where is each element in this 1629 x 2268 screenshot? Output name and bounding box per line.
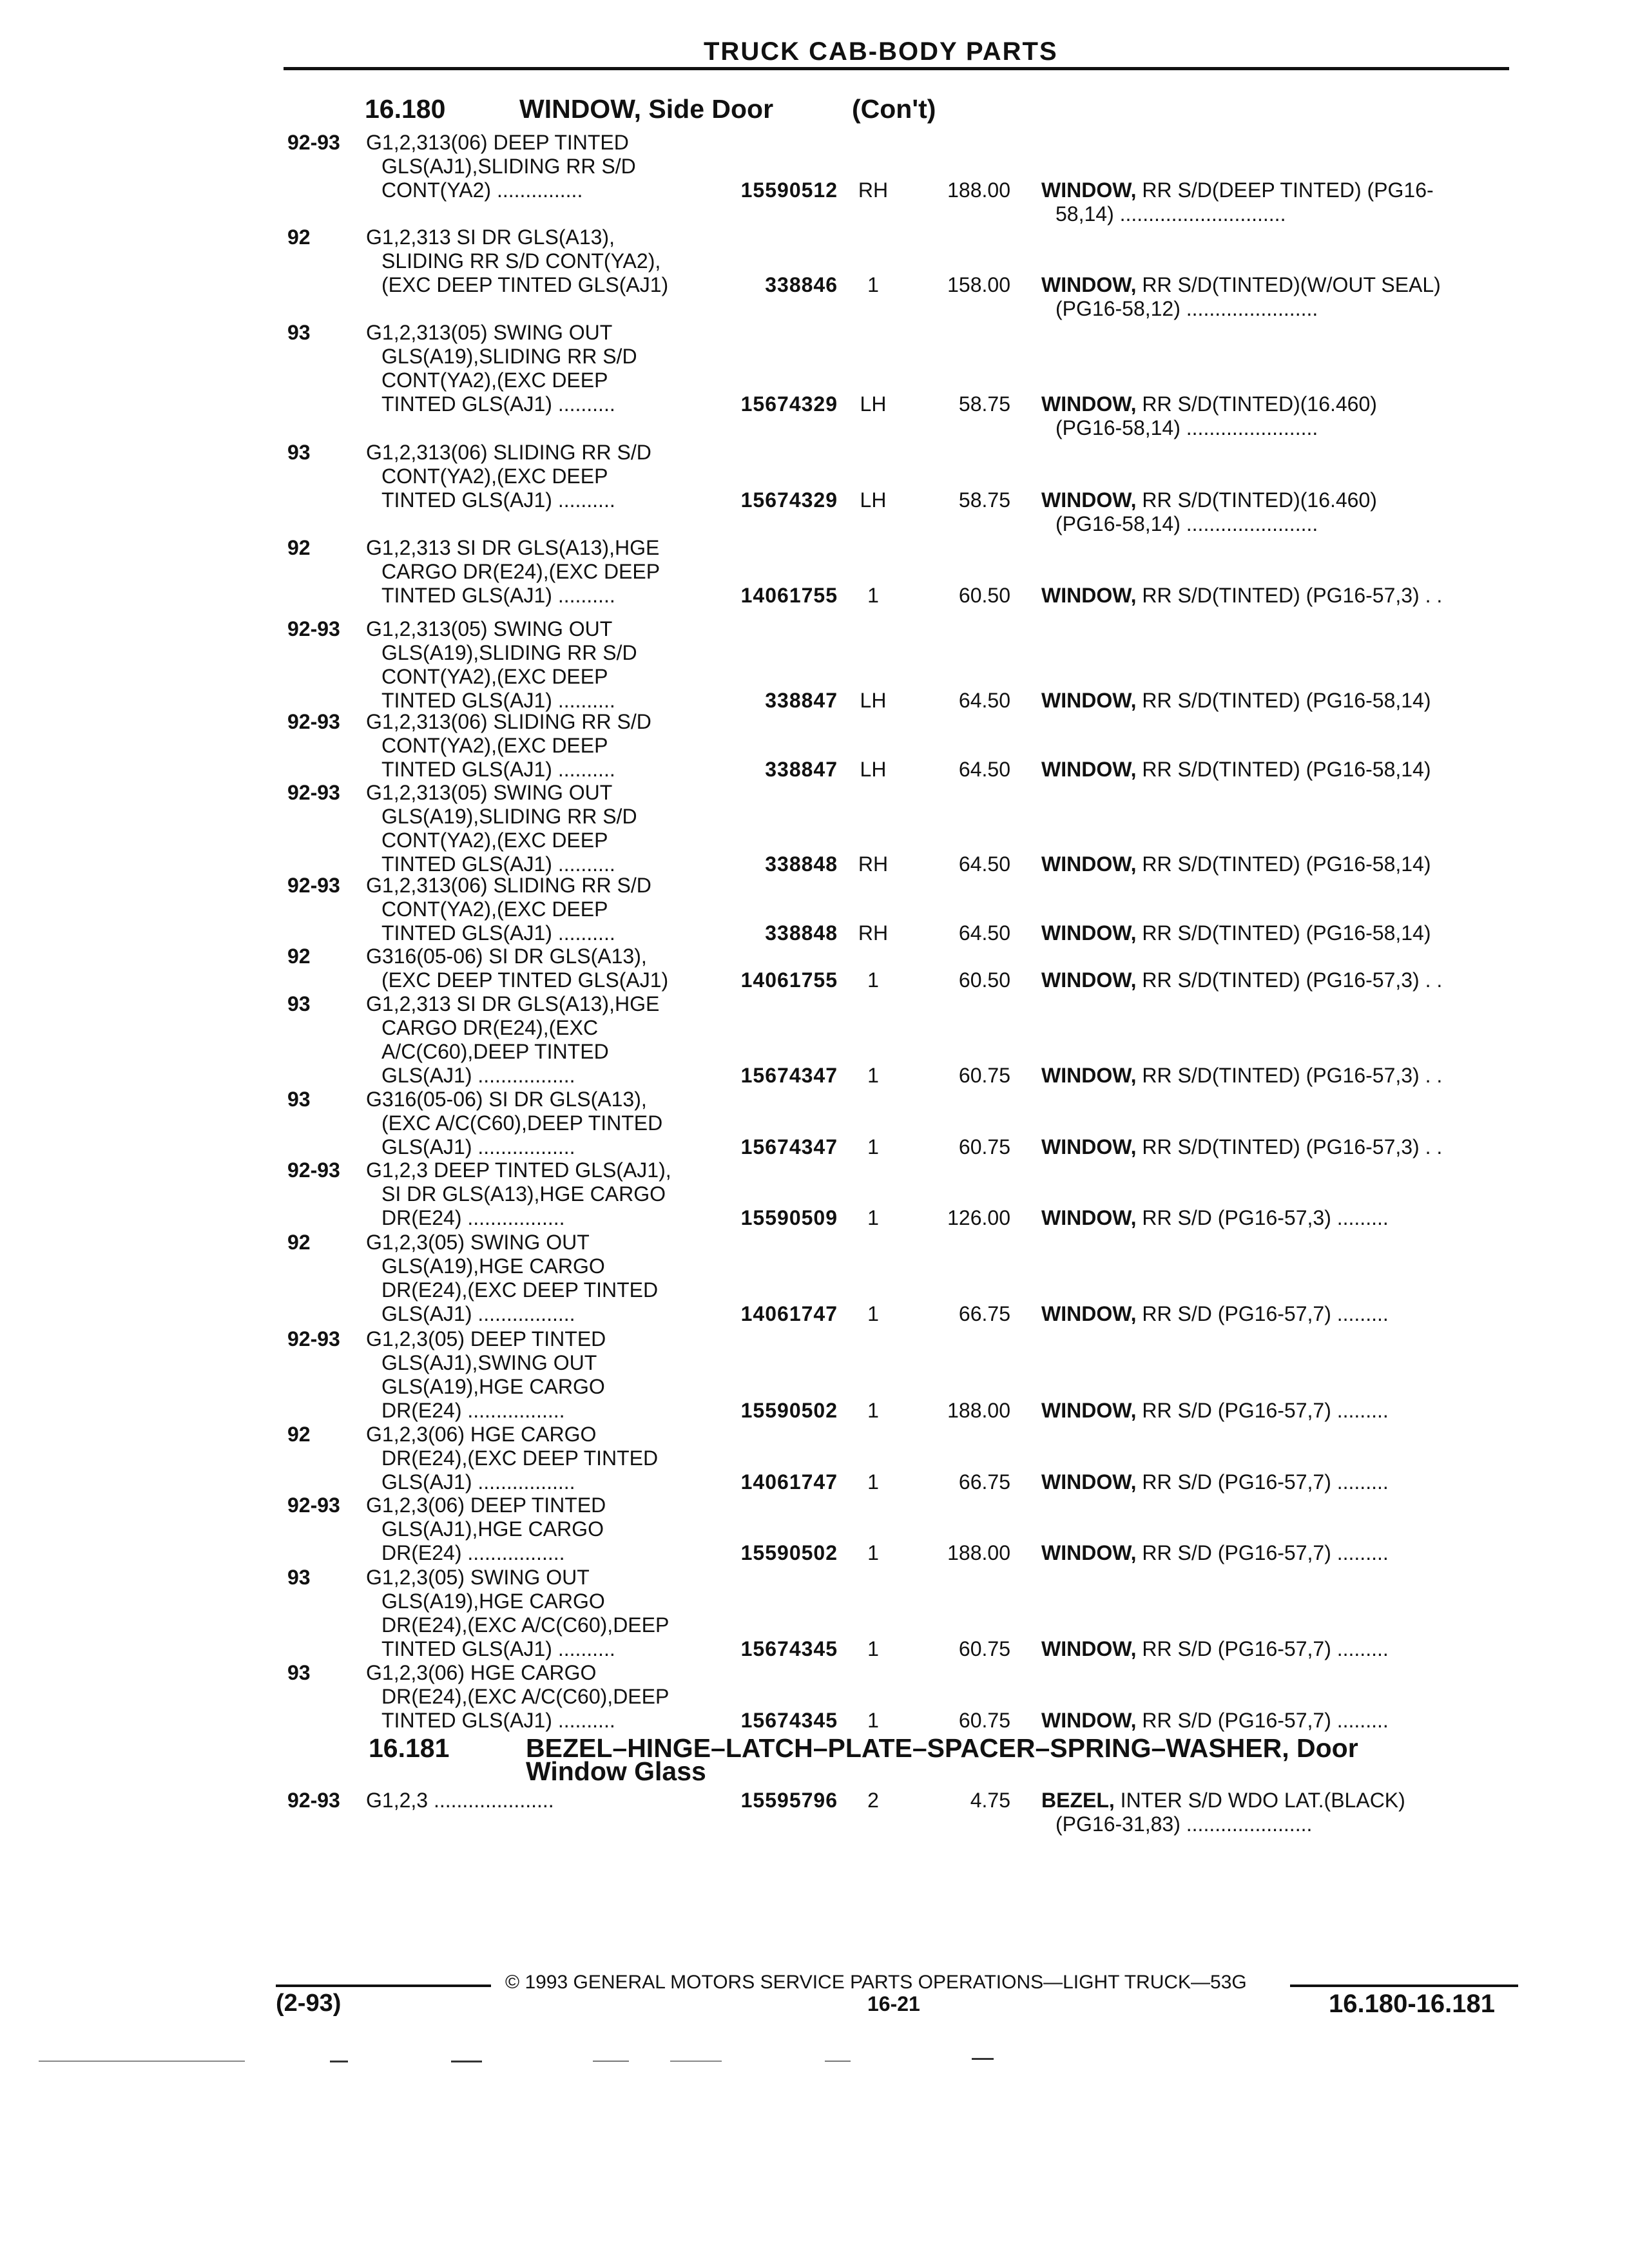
part-detail: RR S/D(TINTED) (PG16-57,3) . .: [1136, 968, 1443, 992]
model-year: 92-93: [287, 781, 340, 804]
application-line: TINTED GLS(AJ1) ..........: [381, 1637, 615, 1660]
footer-rule: [276, 1984, 491, 1987]
application-line: G1,2,3(05) DEEP TINTED: [366, 1327, 606, 1350]
application-line: A/C(C60),DEEP TINTED: [381, 1040, 609, 1063]
price: 58.75: [958, 392, 1010, 416]
part-number: 15590502: [740, 1541, 838, 1564]
part-name: WINDOW,: [1041, 1399, 1137, 1422]
model-year: 92: [287, 1231, 311, 1254]
part-name: WINDOW,: [1041, 273, 1137, 296]
application-line: GLS(A19),SLIDING RR S/D: [381, 345, 637, 368]
model-year: 92-93: [287, 131, 340, 154]
model-year: 92-93: [287, 1494, 340, 1517]
application-line: DR(E24),(EXC DEEP TINTED: [381, 1446, 659, 1470]
part-name: WINDOW,: [1041, 758, 1137, 781]
part-name: WINDOW,: [1041, 1135, 1137, 1158]
part-detail: RR S/D (PG16-57,7) .........: [1136, 1470, 1389, 1494]
application-line: CONT(YA2),(EXC DEEP: [381, 898, 608, 921]
part-description-cont: (PG16-31,83) ......................: [1055, 1812, 1313, 1836]
price: 4.75: [970, 1789, 1010, 1812]
price: 158.00: [947, 273, 1010, 296]
part-detail: RR S/D (PG16-57,3) .........: [1136, 1206, 1389, 1229]
part-description: [1041, 921, 1431, 945]
quantity: 1: [867, 273, 879, 296]
application-line: G1,2,313 SI DR GLS(A13),HGE: [366, 992, 660, 1015]
application-line: GLS(A19),SLIDING RR S/D: [381, 805, 637, 828]
part-name: WINDOW,: [1041, 488, 1137, 512]
price: 60.50: [958, 584, 1010, 607]
application-line: SLIDING RR S/D CONT(YA2),: [381, 249, 661, 273]
part-detail: RR S/D(TINTED) (PG16-58,14): [1136, 852, 1431, 876]
model-year: 92-93: [287, 1327, 340, 1350]
application-line: TINTED GLS(AJ1) ..........: [381, 584, 615, 607]
part-name: WINDOW,: [1041, 921, 1137, 945]
part-detail: RR S/D (PG16-57,7) .........: [1136, 1709, 1389, 1732]
application-line: CONT(YA2),(EXC DEEP: [381, 369, 608, 392]
part-number: 15674329: [740, 392, 838, 416]
section-title: BEZEL–HINGE–LATCH–PLATE–SPACER–SPRING–WASHER, Door: [526, 1733, 1358, 1763]
price: 58.75: [958, 488, 1010, 512]
application-line: G1,2,313(06) SLIDING RR S/D: [366, 441, 651, 464]
part-number: 15674347: [740, 1064, 838, 1087]
application-line: G1,2,313(05) SWING OUT: [366, 781, 613, 804]
part-name: WINDOW,: [1041, 584, 1137, 607]
part-number: 15674345: [740, 1709, 838, 1732]
part-description: [1041, 689, 1431, 713]
part-description: [1041, 273, 1441, 297]
application-line: GLS(A19),HGE CARGO: [381, 1375, 605, 1398]
part-detail: RR S/D(TINTED)(W/OUT SEAL): [1136, 273, 1441, 296]
price: 188.00: [947, 1541, 1010, 1564]
part-description-cont: (PG16-58,14) .......................: [1055, 416, 1318, 439]
part-number: 338847: [765, 689, 838, 712]
price: 64.50: [958, 758, 1010, 781]
application-line: G1,2,313(06) SLIDING RR S/D: [366, 874, 651, 897]
part-description: [1041, 1541, 1389, 1565]
model-year: 92-93: [287, 617, 340, 640]
model-year: 92: [287, 1423, 311, 1446]
application-line: G1,2,313(05) SWING OUT: [366, 321, 613, 344]
quantity: 2: [867, 1789, 879, 1812]
section-number: 16.180: [365, 94, 446, 124]
application-line: TINTED GLS(AJ1) ..........: [381, 488, 615, 512]
part-detail: RR S/D(TINTED) (PG16-57,3) . .: [1136, 1135, 1443, 1158]
footer-copyright: © 1993 GENERAL MOTORS SERVICE PARTS OPERATIONS—LIGHT TRUCK—53G: [505, 1972, 1247, 1993]
price: 60.75: [958, 1709, 1010, 1732]
price: 66.75: [958, 1302, 1010, 1325]
part-name: BEZEL,: [1041, 1789, 1115, 1812]
application-line: TINTED GLS(AJ1) ..........: [381, 689, 615, 712]
price: 64.50: [958, 852, 1010, 876]
part-name: WINDOW,: [1041, 178, 1137, 202]
part-name: WINDOW,: [1041, 968, 1137, 992]
part-number: 338848: [765, 852, 838, 876]
quantity: 1: [867, 1637, 879, 1660]
section-title-line2: Window Glass: [526, 1756, 706, 1786]
part-description: [1041, 1637, 1389, 1661]
scan-artifact: [670, 2061, 722, 2062]
part-detail: RR S/D (PG16-57,7) .........: [1136, 1302, 1389, 1325]
price: 64.50: [958, 921, 1010, 945]
quantity: LH: [860, 488, 887, 512]
part-number: 14061755: [740, 584, 838, 607]
quantity: RH: [858, 921, 889, 945]
application-line: G1,2,313(05) SWING OUT: [366, 617, 613, 640]
part-description: [1041, 1206, 1389, 1230]
scan-artifact: [330, 2061, 348, 2062]
part-description: [1041, 392, 1377, 416]
model-year: 93: [287, 321, 311, 344]
application-line: G1,2,313 SI DR GLS(A13),HGE: [366, 536, 660, 559]
part-detail: RR S/D(DEEP TINTED) (PG16-: [1136, 178, 1434, 202]
header-rule: [284, 67, 1509, 70]
part-description: [1041, 1470, 1389, 1494]
quantity: 1: [867, 968, 879, 992]
application-line: CONT(YA2),(EXC DEEP: [381, 734, 608, 757]
application-line: CONT(YA2),(EXC DEEP: [381, 665, 608, 688]
price: 126.00: [947, 1206, 1010, 1229]
part-name: WINDOW,: [1041, 1470, 1137, 1494]
part-name: WINDOW,: [1041, 1206, 1137, 1229]
price: 60.75: [958, 1135, 1010, 1158]
price: 188.00: [947, 1399, 1010, 1422]
part-description: [1041, 852, 1431, 876]
footer-section-range: 16.180-16.181: [1329, 1990, 1496, 2018]
price: 60.75: [958, 1637, 1010, 1660]
part-number: 338846: [765, 273, 838, 296]
model-year: 93: [287, 1661, 311, 1684]
part-number: 15674329: [740, 488, 838, 512]
part-description-cont: (PG16-58,12) .......................: [1055, 297, 1318, 320]
application-line: DR(E24),(EXC DEEP TINTED: [381, 1278, 659, 1302]
part-detail: RR S/D(TINTED) (PG16-58,14): [1136, 921, 1431, 945]
part-number: 14061755: [740, 968, 838, 992]
part-name: WINDOW,: [1041, 1637, 1137, 1660]
part-number: 15674347: [740, 1135, 838, 1158]
application-line: TINTED GLS(AJ1) ..........: [381, 392, 615, 416]
scan-artifact: [39, 2061, 245, 2062]
part-number: 15590512: [740, 178, 838, 202]
application-line: CONT(YA2),(EXC DEEP: [381, 465, 608, 488]
price: 60.75: [958, 1064, 1010, 1087]
part-description: [1041, 968, 1442, 992]
part-name: WINDOW,: [1041, 1541, 1137, 1564]
quantity: 1: [867, 1399, 879, 1422]
application-line: GLS(AJ1),SWING OUT: [381, 1351, 597, 1374]
part-detail: RR S/D(TINTED) (PG16-58,14): [1136, 758, 1431, 781]
price: 60.50: [958, 968, 1010, 992]
application-line: G1,2,3 DEEP TINTED GLS(AJ1),: [366, 1158, 671, 1182]
part-detail: RR S/D (PG16-57,7) .........: [1136, 1541, 1389, 1564]
part-number: 338847: [765, 758, 838, 781]
application-line: GLS(AJ1) .................: [381, 1064, 575, 1087]
part-description: [1041, 488, 1377, 512]
part-name: WINDOW,: [1041, 1302, 1137, 1325]
application-line: GLS(AJ1) .................: [381, 1135, 575, 1158]
application-line: CONT(YA2),(EXC DEEP: [381, 829, 608, 852]
application-line: G1,2,313 SI DR GLS(A13),: [366, 226, 615, 249]
part-name: WINDOW,: [1041, 852, 1137, 876]
application-line: SI DR GLS(A13),HGE CARGO: [381, 1182, 666, 1206]
section-title: WINDOW, Side Door: [519, 94, 774, 124]
price: 188.00: [947, 178, 1010, 202]
part-detail: RR S/D(TINTED) (PG16-58,14): [1136, 689, 1431, 712]
scan-artifact: [593, 2061, 629, 2062]
application-line: GLS(AJ1),HGE CARGO: [381, 1517, 604, 1541]
scan-artifact: [825, 2061, 851, 2062]
quantity: 1: [867, 1709, 879, 1732]
quantity: RH: [858, 852, 889, 876]
section-continued: (Con't): [852, 94, 936, 124]
model-year: 92: [287, 536, 311, 559]
quantity: LH: [860, 392, 887, 416]
scan-artifact: [972, 2058, 994, 2060]
part-description: [1041, 1709, 1389, 1733]
application-line: G1,2,3(05) SWING OUT: [366, 1566, 590, 1589]
part-description: [1041, 178, 1434, 202]
application-line: TINTED GLS(AJ1) ..........: [381, 921, 615, 945]
model-year: 92-93: [287, 874, 340, 897]
quantity: RH: [858, 178, 889, 202]
part-description: [1041, 1135, 1442, 1159]
application-line: G1,2,3(06) HGE CARGO: [366, 1661, 597, 1684]
part-description: [1041, 758, 1431, 782]
quantity: LH: [860, 758, 887, 781]
application-line: GLS(AJ1) .................: [381, 1470, 575, 1494]
model-year: 92: [287, 945, 311, 968]
part-description-cont: 58,14) .............................: [1055, 202, 1286, 226]
part-number: 15590502: [740, 1399, 838, 1422]
part-number: 14061747: [740, 1302, 838, 1325]
part-detail: INTER S/D WDO LAT.(BLACK): [1114, 1789, 1405, 1812]
part-detail: RR S/D (PG16-57,7) .........: [1136, 1399, 1389, 1422]
part-number: 14061747: [740, 1470, 838, 1494]
part-description: [1041, 584, 1442, 608]
part-number: 15590509: [740, 1206, 838, 1229]
model-year: 92: [287, 226, 311, 249]
part-number: 15595796: [740, 1789, 838, 1812]
application-line: (EXC DEEP TINTED GLS(AJ1): [381, 273, 669, 296]
application-line: DR(E24) .................: [381, 1206, 565, 1229]
application-line: GLS(AJ1),SLIDING RR S/D: [381, 155, 636, 178]
quantity: 1: [867, 1302, 879, 1325]
model-year: 93: [287, 441, 311, 464]
part-description: [1041, 1399, 1389, 1423]
application-line: GLS(A19),HGE CARGO: [381, 1254, 605, 1278]
application-line: G1,2,3(06) HGE CARGO: [366, 1423, 597, 1446]
footer-rule: [1290, 1984, 1518, 1987]
price: 66.75: [958, 1470, 1010, 1494]
page-header-title: TRUCK CAB-BODY PARTS: [704, 37, 1058, 66]
price: 64.50: [958, 689, 1010, 712]
model-year: 92-93: [287, 1158, 340, 1182]
part-description: [1041, 1064, 1442, 1088]
part-name: WINDOW,: [1041, 689, 1137, 712]
part-detail: RR S/D(TINTED) (PG16-57,3) . .: [1136, 584, 1443, 607]
part-detail: RR S/D (PG16-57,7) .........: [1136, 1637, 1389, 1660]
application-line: TINTED GLS(AJ1) ..........: [381, 852, 615, 876]
application-line: G1,2,313(06) SLIDING RR S/D: [366, 710, 651, 733]
application-line: DR(E24) .................: [381, 1399, 565, 1422]
footer-date: (2-93): [276, 1990, 342, 2017]
model-year: 93: [287, 1088, 311, 1111]
scan-artifact: [451, 2061, 482, 2062]
part-description-cont: (PG16-58,14) .......................: [1055, 512, 1318, 535]
model-year: 92-93: [287, 1789, 340, 1812]
part-number: 15674345: [740, 1637, 838, 1660]
part-description: [1041, 1302, 1389, 1326]
application-line: CARGO DR(E24),(EXC: [381, 1016, 599, 1039]
application-line: GLS(AJ1) .................: [381, 1302, 575, 1325]
quantity: 1: [867, 1206, 879, 1229]
application-line: G1,2,313(06) DEEP TINTED: [366, 131, 629, 154]
quantity: 1: [867, 1541, 879, 1564]
application-line: CONT(YA2) ...............: [381, 178, 583, 202]
application-line: G316(05-06) SI DR GLS(A13),: [366, 1088, 647, 1111]
quantity: 1: [867, 1135, 879, 1158]
part-detail: RR S/D(TINTED)(16.460): [1136, 392, 1377, 416]
part-name: WINDOW,: [1041, 1709, 1137, 1732]
quantity: LH: [860, 689, 887, 712]
application-line: DR(E24),(EXC A/C(C60),DEEP: [381, 1685, 670, 1708]
application-line: (EXC A/C(C60),DEEP TINTED: [381, 1111, 663, 1135]
application-line: GLS(A19),HGE CARGO: [381, 1590, 605, 1613]
part-detail: RR S/D(TINTED) (PG16-57,3) . .: [1136, 1064, 1443, 1087]
part-number: 338848: [765, 921, 838, 945]
quantity: 1: [867, 1470, 879, 1494]
application-line: DR(E24) .................: [381, 1541, 565, 1564]
quantity: 1: [867, 1064, 879, 1087]
part-description: [1041, 1789, 1405, 1812]
application-line: (EXC DEEP TINTED GLS(AJ1): [381, 968, 669, 992]
quantity: 1: [867, 584, 879, 607]
application-line: G1,2,3(05) SWING OUT: [366, 1231, 590, 1254]
application-line: GLS(A19),SLIDING RR S/D: [381, 641, 637, 664]
part-name: WINDOW,: [1041, 1064, 1137, 1087]
application-line: TINTED GLS(AJ1) ..........: [381, 758, 615, 781]
part-detail: RR S/D(TINTED)(16.460): [1136, 488, 1377, 512]
model-year: 92-93: [287, 710, 340, 733]
application-line: CARGO DR(E24),(EXC DEEP: [381, 560, 660, 583]
part-name: WINDOW,: [1041, 392, 1137, 416]
footer-page-number: 16-21: [867, 1992, 920, 2015]
section-number: 16.181: [369, 1733, 450, 1763]
model-year: 93: [287, 992, 311, 1015]
application-line: TINTED GLS(AJ1) ..........: [381, 1709, 615, 1732]
application-line: DR(E24),(EXC A/C(C60),DEEP: [381, 1613, 670, 1637]
application-line: G316(05-06) SI DR GLS(A13),: [366, 945, 647, 968]
application-line: G1,2,3 .....................: [366, 1789, 554, 1812]
application-line: G1,2,3(06) DEEP TINTED: [366, 1494, 606, 1517]
model-year: 93: [287, 1566, 311, 1589]
